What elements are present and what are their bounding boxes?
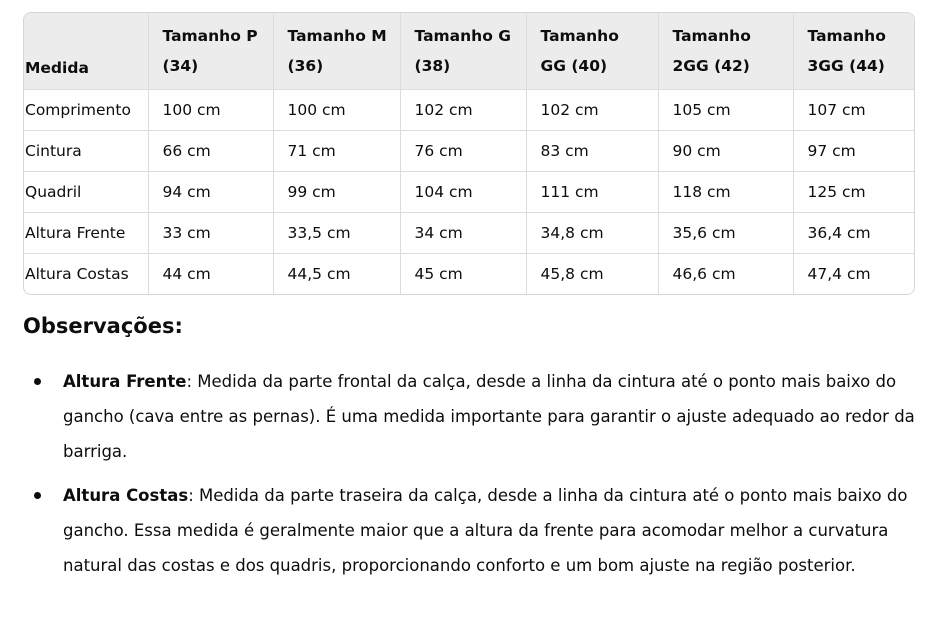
table-row (24, 254, 914, 295)
table-cell: 71 cm (273, 131, 400, 172)
table-cell: 100 cm (273, 90, 400, 131)
table-cell: 107 cm (793, 90, 914, 131)
table-row (24, 131, 914, 172)
table-cell: 90 cm (658, 131, 793, 172)
table-cell: 33,5 cm (273, 213, 400, 254)
header-size-m: Tamanho M (36) (273, 13, 400, 90)
table-cell: 36,4 cm (793, 213, 914, 254)
table-cell: 97 cm (793, 131, 914, 172)
note-text: : Medida da parte traseira da calça, desde a linha da cintura até o ponto mais baixo do gancho. Essa medida é geralmente maior que a altura da frente para acomodar melhor a curvatura natural das costas e dos quadris, proporcionando conforto e um bom ajuste na região posterior. (63, 486, 908, 575)
header-size-3gg: Tamanho 3GG (44) (793, 13, 914, 90)
table-cell: 45,8 cm (526, 254, 658, 295)
table-cell: 111 cm (526, 172, 658, 213)
table-cell: 102 cm (526, 90, 658, 131)
table-cell: 44 cm (148, 254, 273, 295)
note-term: Altura Frente (63, 372, 187, 391)
bullet-icon (34, 378, 41, 385)
table-cell: 104 cm (400, 172, 526, 213)
row-label: Quadril (24, 172, 148, 213)
table-row (24, 213, 914, 254)
table-cell: 94 cm (148, 172, 273, 213)
list-item (23, 478, 915, 583)
table-cell: 33 cm (148, 213, 273, 254)
table-cell: 100 cm (148, 90, 273, 131)
header-size-g: Tamanho G (38) (400, 13, 526, 90)
table-cell: 44,5 cm (273, 254, 400, 295)
table-cell: 46,6 cm (658, 254, 793, 295)
size-table (24, 13, 914, 294)
table-cell: 102 cm (400, 90, 526, 131)
size-table-container (23, 12, 915, 295)
observations-heading: Observações: (23, 314, 183, 338)
header-size-p: Tamanho P (34) (148, 13, 273, 90)
header-size-gg: Tamanho GG (40) (526, 13, 658, 90)
note-term: Altura Costas (63, 486, 189, 505)
table-cell: 35,6 cm (658, 213, 793, 254)
bullet-icon (34, 492, 41, 499)
observations-list (23, 364, 915, 592)
row-label: Comprimento (24, 90, 148, 131)
row-label: Cintura (24, 131, 148, 172)
list-item (23, 364, 915, 469)
row-label: Altura Frente (24, 213, 148, 254)
table-cell: 125 cm (793, 172, 914, 213)
table-cell: 99 cm (273, 172, 400, 213)
note-text: : Medida da parte frontal da calça, desde a linha da cintura até o ponto mais baixo do gancho (cava entre as pernas). É uma medida importante para garantir o ajuste adequado ao redor da barriga. (63, 372, 915, 461)
table-row (24, 90, 914, 131)
table-header-row (24, 13, 914, 90)
table-row (24, 172, 914, 213)
table-cell: 45 cm (400, 254, 526, 295)
table-cell: 118 cm (658, 172, 793, 213)
table-cell: 83 cm (526, 131, 658, 172)
table-cell: 47,4 cm (807, 265, 871, 283)
table-cell: 105 cm (658, 90, 793, 131)
header-size-2gg: Tamanho 2GG (42) (658, 13, 793, 90)
table-cell: 34,8 cm (526, 213, 658, 254)
table-cell: 34 cm (400, 213, 526, 254)
table-cell: 66 cm (148, 131, 273, 172)
header-medida: Medida (24, 13, 148, 90)
row-label: Altura Costas (24, 254, 148, 295)
table-cell: 76 cm (400, 131, 526, 172)
